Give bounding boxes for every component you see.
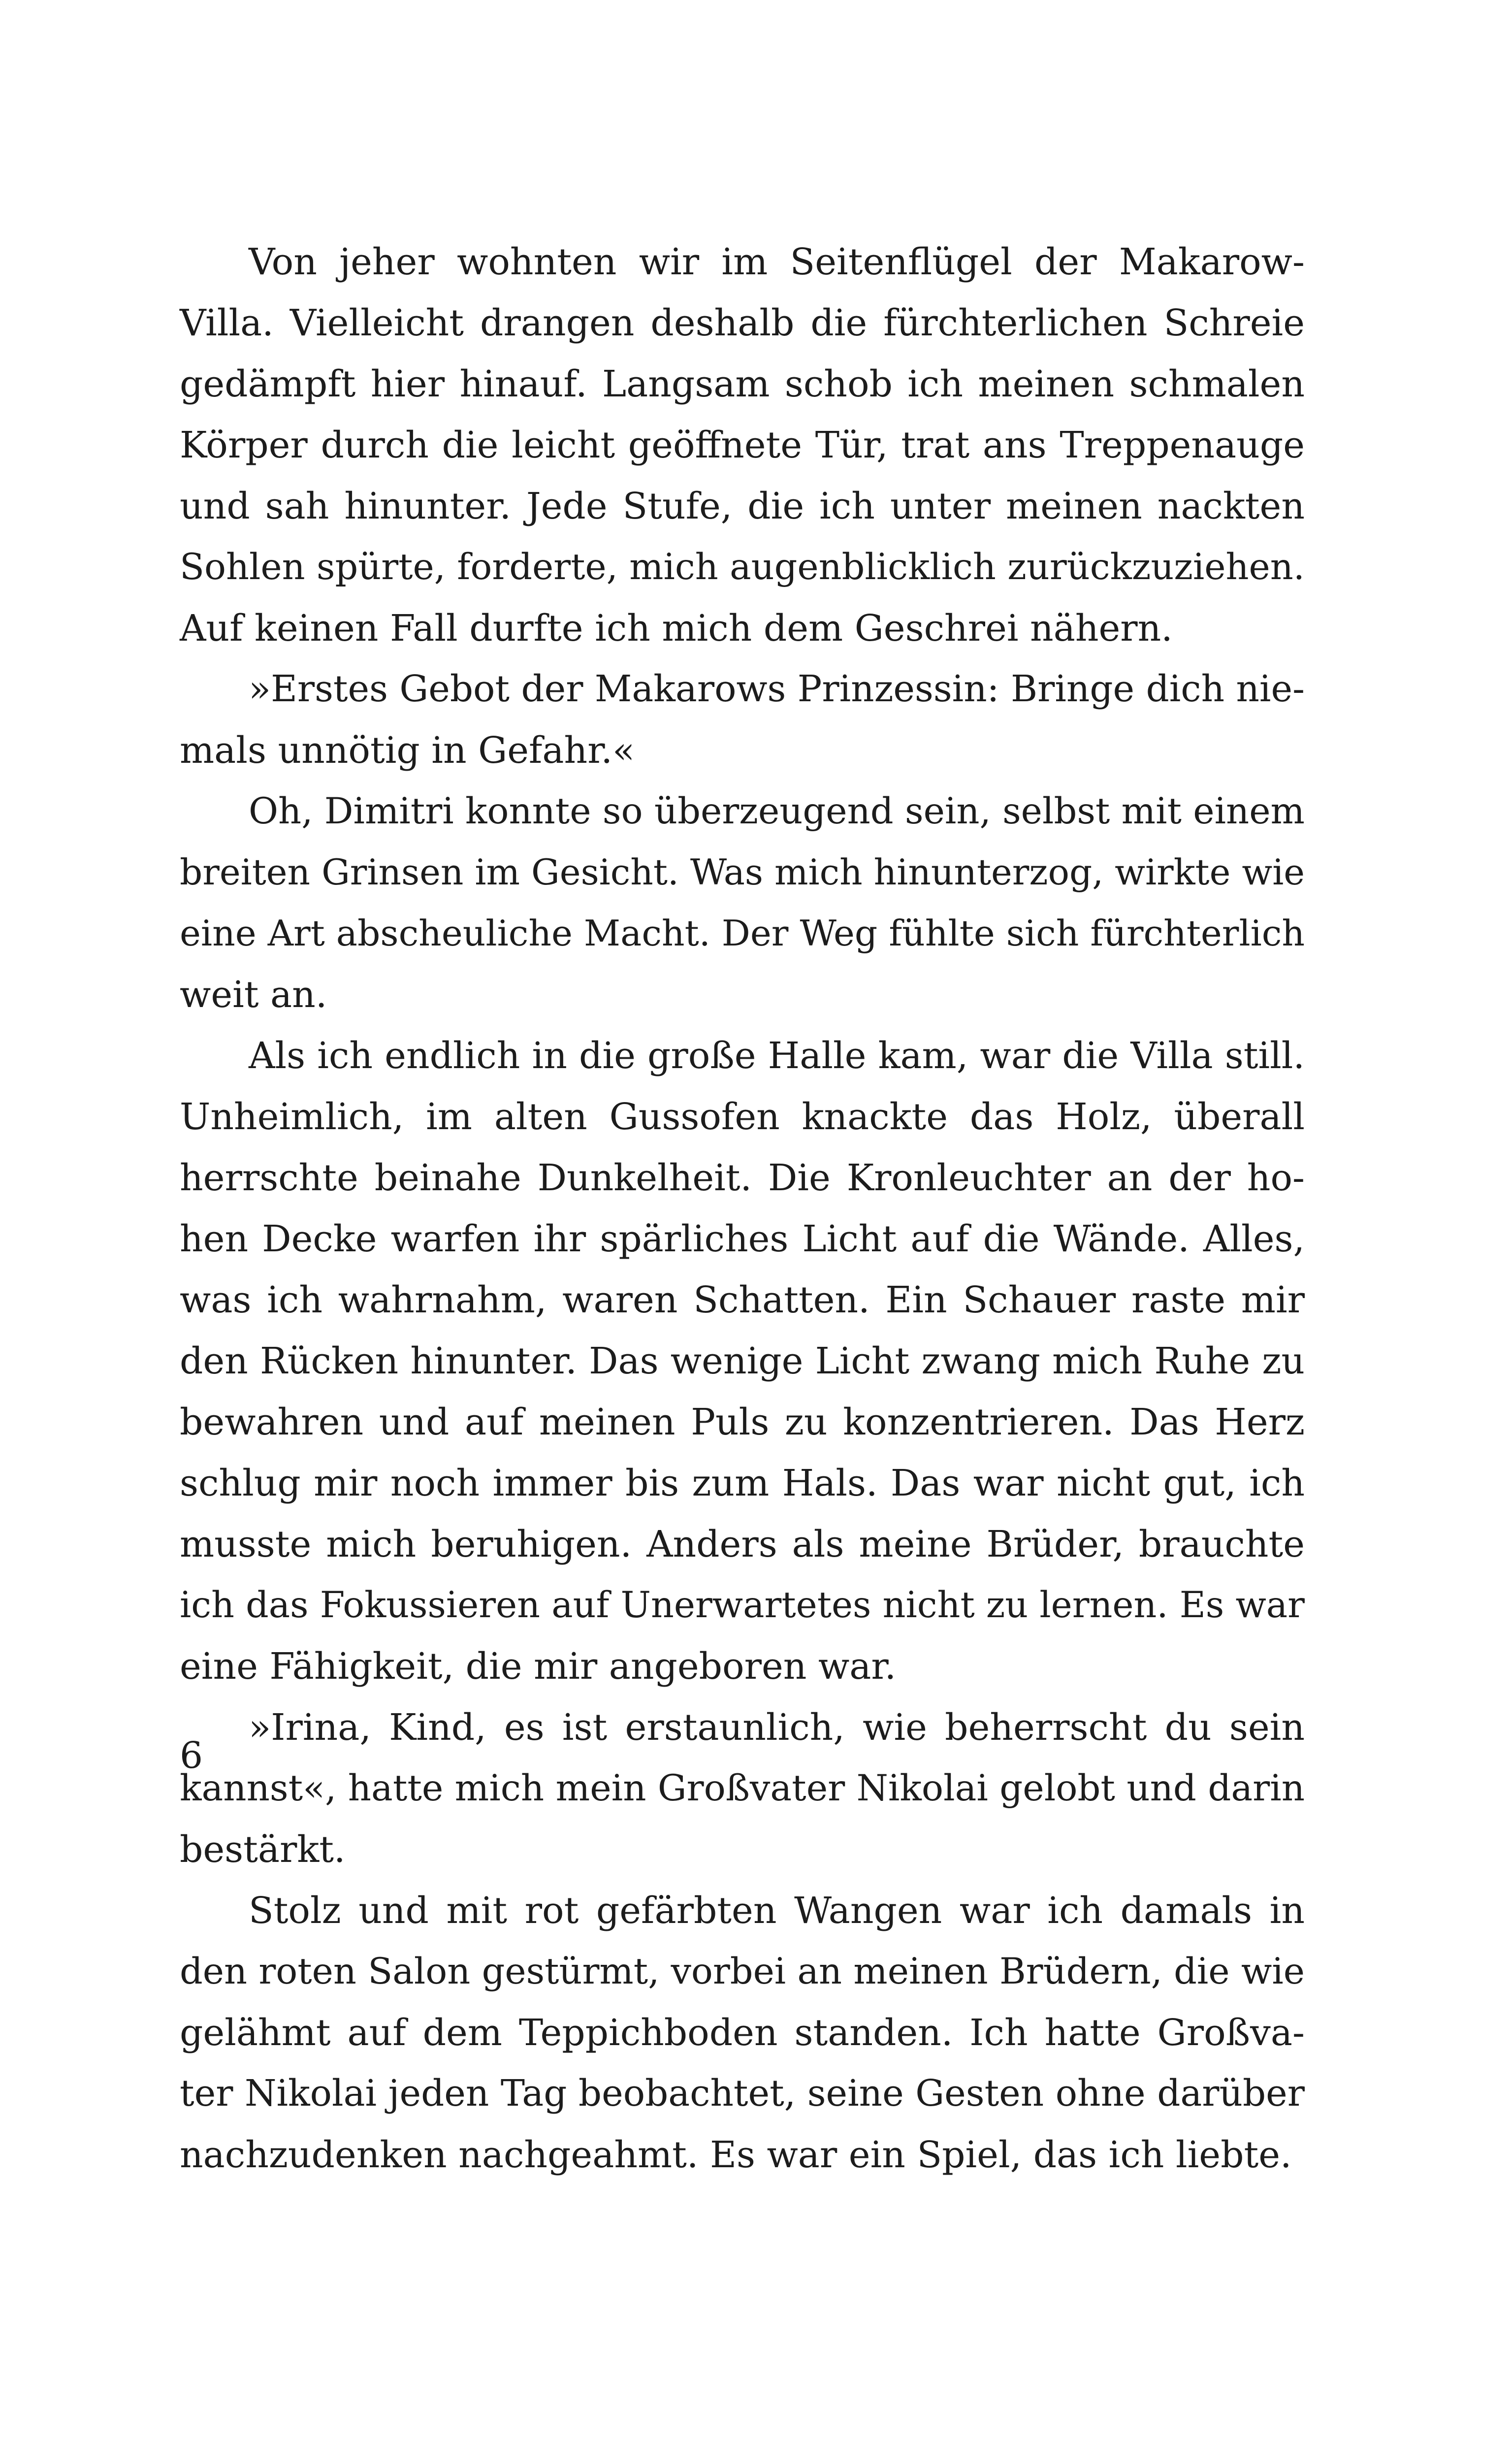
text-line: Auf keinen Fall durfte ich mich dem Geschrei nähern. <box>180 607 1173 650</box>
text-line: hen Decke warfen ihr spärliches Licht auf die Wände. Alles, <box>180 1218 1305 1260</box>
paragraph <box>180 1025 1305 1697</box>
text-line: was ich wahrnahm, waren Schatten. Ein Schauer raste mir <box>180 1279 1305 1321</box>
text-line: bewahren und auf meinen Puls zu konzentrieren. Das Herz <box>180 1401 1305 1443</box>
text-line: Oh, Dimitri konnte so überzeugend sein, selbst mit einem <box>249 790 1305 832</box>
text-line: gedämpft hier hinauf. Langsam schob ich meinen schmalen <box>180 363 1305 405</box>
text-line: »Erstes Gebot der Makarows Prinzessin: Bringe dich nie- <box>249 668 1305 710</box>
text-line: bestärkt. <box>180 1828 346 1871</box>
paragraph <box>180 231 1305 659</box>
text-line: Unheimlich, im alten Gussofen knackte das Holz, überall <box>180 1096 1305 1138</box>
text-line: mals unnötig in Gefahr.« <box>180 729 635 772</box>
paragraph <box>180 781 1305 1025</box>
page-number: 6 <box>180 1734 203 1777</box>
text-line: »Irina, Kind, es ist erstaunlich, wie beherrscht du sein <box>249 1706 1305 1749</box>
text-line: den Rücken hinunter. Das wenige Licht zwang mich Ruhe zu <box>180 1340 1305 1382</box>
text-line: eine Fähigkeit, die mir angeboren war. <box>180 1645 897 1688</box>
text-line: und sah hinunter. Jede Stufe, die ich unter meinen nackten <box>180 485 1305 527</box>
text-line: nachzudenken nachgeahmt. Es war ein Spiel, das ich liebte. <box>180 2134 1292 2176</box>
paragraph <box>180 1880 1305 2185</box>
text-line: Sohlen spürte, forderte, mich augenblicklich zurückzuziehen. <box>180 546 1305 588</box>
text-line: gelähmt auf dem Teppichboden standen. Ich hatte Großva- <box>180 2012 1305 2054</box>
paragraph <box>180 659 1305 781</box>
text-line: breiten Grinsen im Gesicht. Was mich hinunterzog, wirkte wie <box>180 852 1305 893</box>
text-line: Körper durch die leicht geöffnete Tür, trat ans Treppenauge <box>180 424 1305 466</box>
text-line: schlug mir noch immer bis zum Hals. Das war nicht gut, ich <box>180 1462 1305 1504</box>
text-line: Villa. Vielleicht drangen deshalb die fürchterlichen Schreie <box>180 302 1305 344</box>
text-line: kannst«, hatte mich mein Großvater Nikolai gelobt und darin <box>180 1767 1305 1809</box>
text-line: ter Nikolai jeden Tag beobachtet, seine Gesten ohne darüber <box>180 2073 1305 2115</box>
text-line: ich das Fokussieren auf Unerwartetes nicht zu lernen. Es war <box>180 1584 1305 1626</box>
text-line: Stolz und mit rot gefärbten Wangen war ich damals in <box>249 1889 1305 1932</box>
text-line: eine Art abscheuliche Macht. Der Weg fühlte sich fürchterlich <box>180 913 1305 954</box>
text-line: den roten Salon gestürmt, vorbei an meinen Brüdern, die wie <box>180 1951 1305 1992</box>
text-line: Als ich endlich in die große Halle kam, war die Villa still. <box>249 1035 1305 1077</box>
paragraph <box>180 1697 1305 1880</box>
text-line: musste mich beruhigen. Anders als meine Brüder, brauchte <box>180 1523 1305 1565</box>
body-text <box>180 231 1305 2185</box>
text-line: herrschte beinahe Dunkelheit. Die Kronleuchter an der ho- <box>180 1157 1305 1199</box>
text-line: weit an. <box>180 974 327 1016</box>
text-line: Von jeher wohnten wir im Seitenflügel der Makarow- <box>249 241 1305 283</box>
